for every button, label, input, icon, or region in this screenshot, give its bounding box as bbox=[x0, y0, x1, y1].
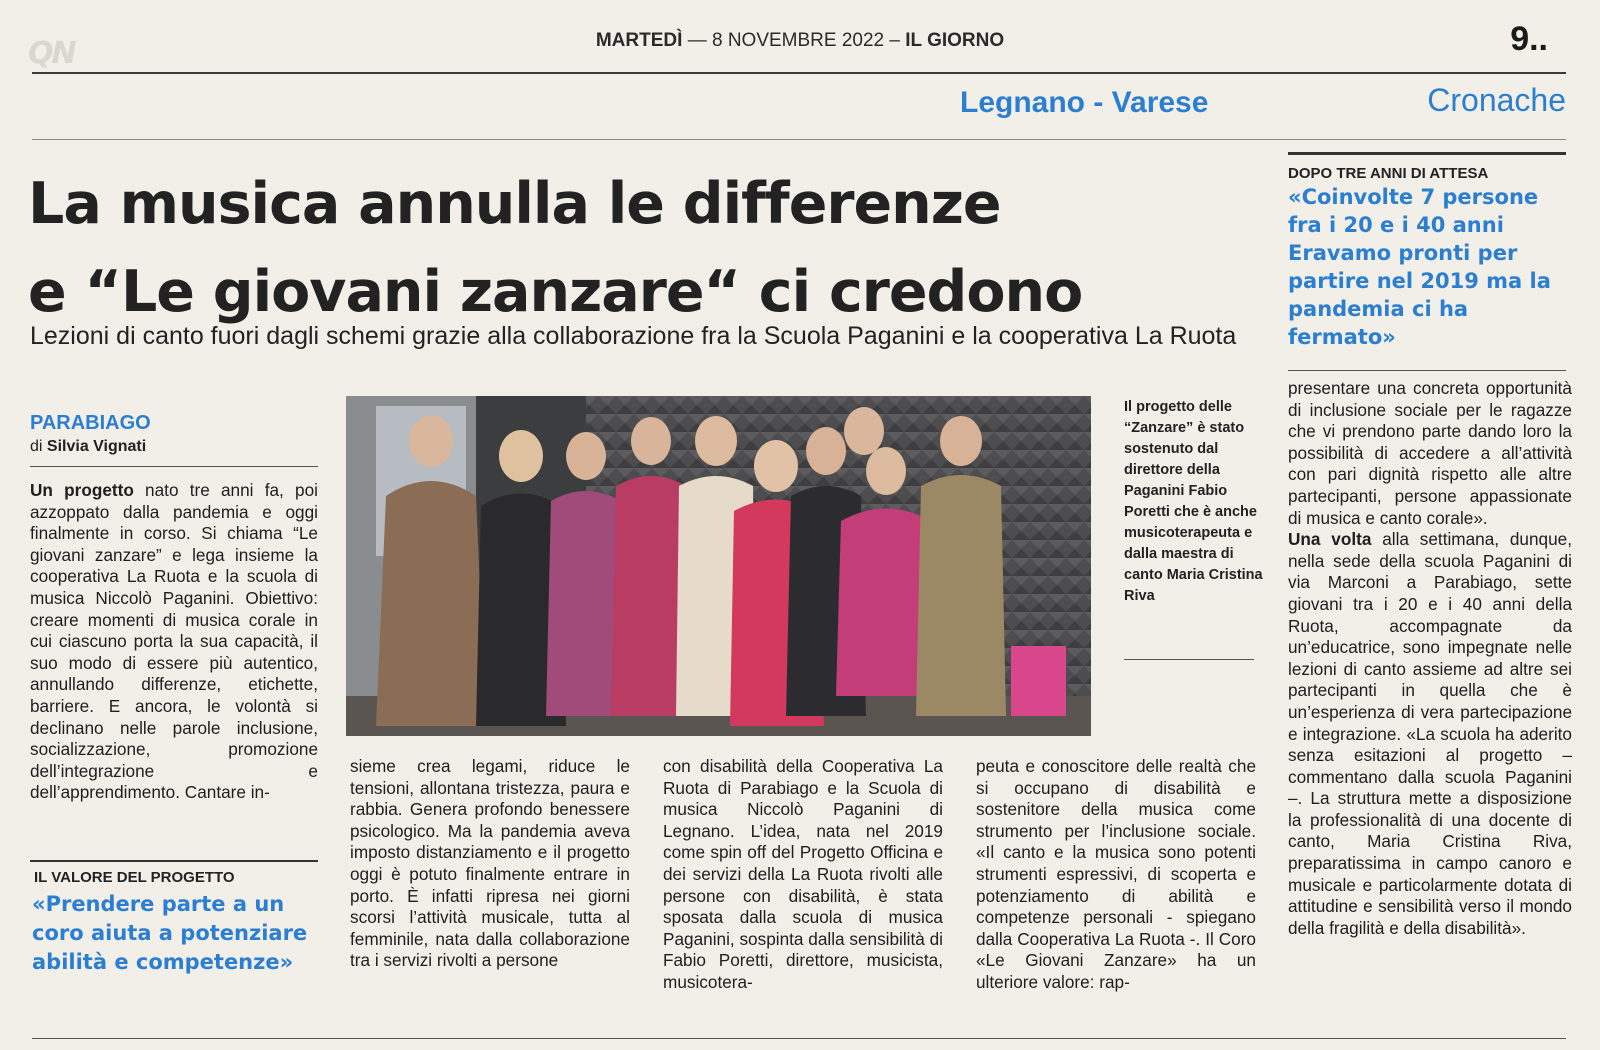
masthead-rule bbox=[32, 72, 1566, 74]
value-box-quote: «Prendere parte a un coro aiuta a potenziare abilità e competenze» bbox=[32, 892, 308, 974]
byline-prefix: di bbox=[30, 438, 43, 455]
page-bottom-rule bbox=[32, 1038, 1566, 1039]
page-number: 9.. bbox=[1510, 20, 1548, 58]
caption-rule bbox=[1124, 659, 1254, 660]
subtitle: Lezioni di canto fuori dagli schemi grazie alla collaborazione fra la Scuola Paganini e la cooperativa La Ruota bbox=[30, 322, 1237, 350]
value-box-label: IL VALORE DEL PROGETTO bbox=[34, 869, 235, 886]
article-column-3: con disabilità della Cooperativa La Ruota di Parabiago e la Scuola di musica Niccolò Paganini di Legnano. L’idea, nata nel 2019 come spin off del Progetto Officina e dei servizi della La Ruota rivolti alle persone con disabilità, è stata sposata dalla scuola di musica Paganini, sospinta dalla sensibilità di Fabio Poretti, direttore, musicista, musicotera- bbox=[663, 756, 943, 992]
byline bbox=[30, 438, 146, 456]
value-box-rule bbox=[30, 860, 318, 862]
column-1-lead: Un progetto bbox=[30, 480, 134, 500]
headline-line-2: e “Le giovani zanzare“ ci credono bbox=[28, 259, 1083, 325]
byline-author: Silvia Vignati bbox=[46, 438, 147, 455]
dateline bbox=[0, 30, 1600, 52]
choir-group-photo bbox=[346, 396, 1091, 736]
section-rule bbox=[32, 139, 1566, 140]
article-photo bbox=[346, 396, 1091, 736]
column-1-text: nato tre anni fa, poi azzoppato dalla pandemia e oggi finalmente in corso. Si chiama “Le giovani zanzare” e lega insieme la cooperativa La Ruota e la scuola di musica Niccolò Paganini. Obiettivo: creare momenti di musica corale in cui ciascuno porta la sua capacità, il suo modo di essere più autentico, annullando differenze, etichette, barriere. E ancora, le volontà si declinano nelle parole inclusione, socializzazione, promozione dell’integrazione e dell’apprendimento. Cantare in- bbox=[30, 480, 318, 803]
article-column-2: sieme crea legami, riduce le tensioni, allontana tristezza, paura e rabbia. Genera profondo benessere psicologico. Ma la pandemia aveva imposto distanziamento e il progetto oggi è potuto finalmente entrare in porto. È infatti ripresa nei giorni scorsi l’attività musicale, tutta al femminile, nata dalla collaborazione tra i servizi rivolti a persone bbox=[350, 756, 630, 971]
headline bbox=[28, 160, 1268, 336]
column-5-text-b: alla settimana, dunque, nella sede della scuola Paganini di via Marconi a Parabiago, sette giovani tra i 20 e i 40 anni della Ruota, accompagnate da un’educatrice, sono impegnate nelle lezioni di canto assieme ad altre sei partecipanti in quella che è un’esperienza di vera partecipazione e integrazione. «La scuola ha aderito senza esitazioni al progetto – commentano dalla scuola Paganini –. La struttura mette a disposizione la professionalità di una docente di canto, Maria Cristina Riva, preparatissima in campo canoro e musicale e particolarmente dotata di attitudine e sensibilità verso il mondo della fragilità e della disabilità». bbox=[1288, 529, 1572, 938]
dateline-paper: IL GIORNO bbox=[905, 30, 1005, 51]
dateline-day: MARTEDÌ bbox=[595, 30, 683, 51]
byline-rule bbox=[30, 466, 318, 467]
side-box-quote: «Coinvolte 7 persone fra i 20 e i 40 anni Eravamo pronti per partire nel 2019 ma la pandemia ci ha fermato» bbox=[1288, 185, 1551, 349]
category-label: Cronache bbox=[1427, 82, 1566, 118]
column-5-lead: Una volta bbox=[1288, 529, 1372, 550]
dateline-dash-2: – bbox=[889, 30, 906, 51]
side-box-bottom-rule bbox=[1288, 370, 1566, 371]
column-5-text-a: presentare una concreta opportunità di inclusione sociale per le ragazze che vi prendono parte dando loro la possibilità di accedere a all’attività con pari dignità rispetto alle altre partecipanti, persone appassionate di musica e canto corale». bbox=[1288, 378, 1572, 528]
side-box-rule bbox=[1288, 152, 1566, 155]
side-box-label: DOPO TRE ANNI DI ATTESA bbox=[1288, 165, 1489, 182]
qn-logo: QN bbox=[28, 36, 75, 71]
dateline-date: 8 NOVEMBRE 2022 bbox=[711, 30, 885, 51]
article-column-4: peuta e conoscitore delle realtà che si occupano di disabilità e sostenitore della musica come strumento per l’inclusione sociale. «Il canto e la musica sono potenti strumenti espressivi, di scoperta e potenziamento di abilità e competenze personali - spiegano dalla Cooperativa La Ruota -. Il Coro «Le Giovani Zanzare» ha un ulteriore valore: rap- bbox=[976, 756, 1256, 992]
section-title: Legnano - Varese bbox=[960, 86, 1209, 119]
article-column-1 bbox=[30, 480, 318, 804]
article-kicker: PARABIAGO bbox=[30, 412, 151, 434]
photo-caption: Il progetto delle “Zanzare” è stato sostenuto dal direttore della Paganini Fabio Poretti che è anche musicoterapeuta e dalla maestra di canto Maria Cristina Riva bbox=[1124, 399, 1263, 604]
dateline-dash-1: — bbox=[687, 30, 712, 51]
article-column-5 bbox=[1288, 378, 1572, 939]
headline-line-1: La musica annulla le differenze bbox=[28, 171, 1001, 237]
